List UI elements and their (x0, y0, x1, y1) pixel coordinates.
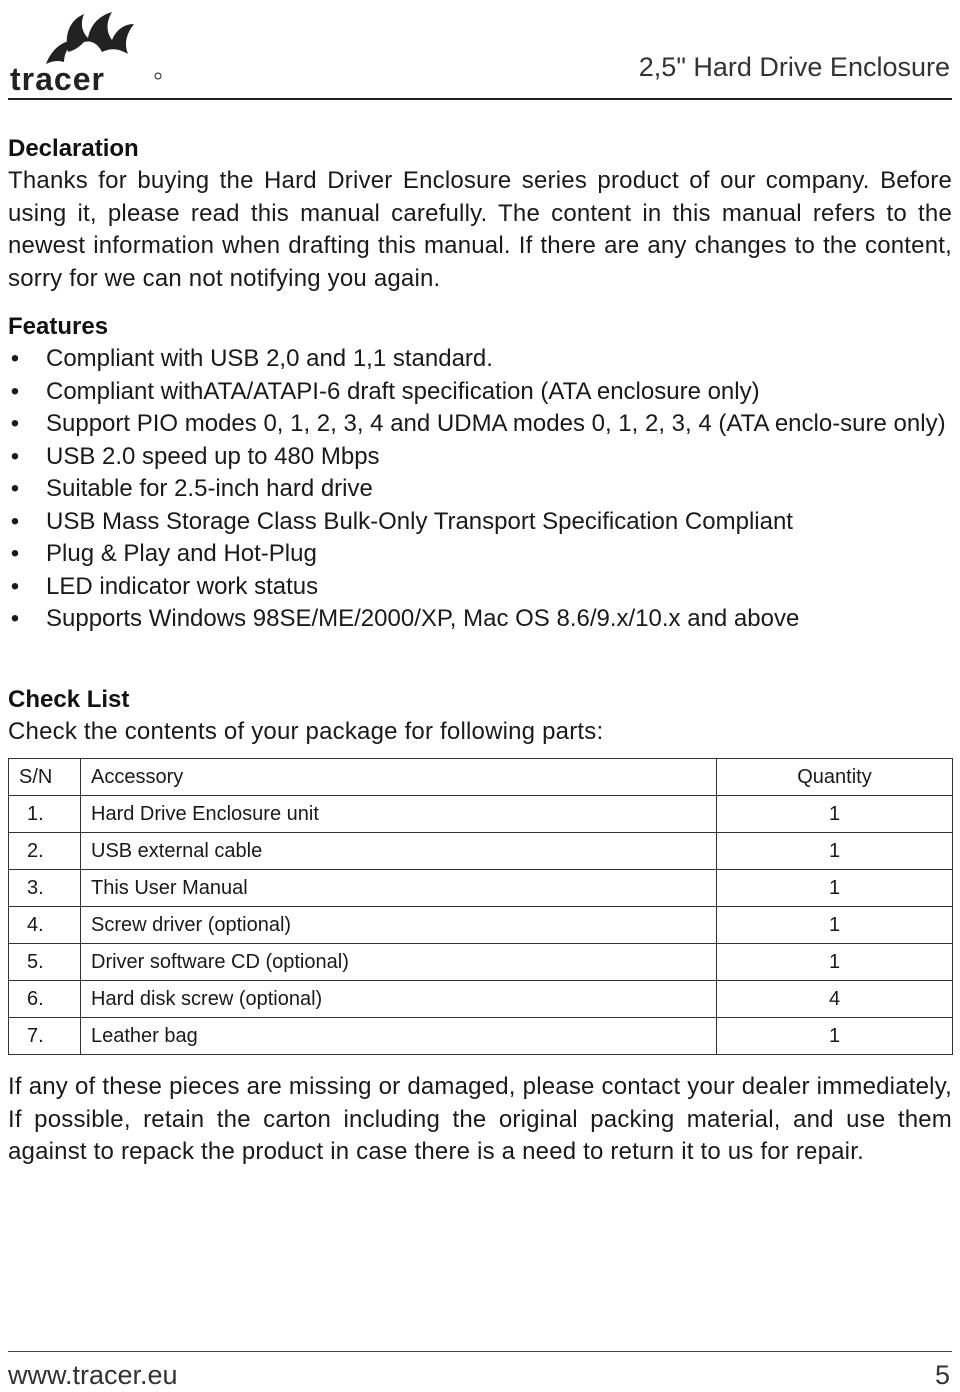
table-header-row (9, 759, 953, 796)
feature-item: • USB 2.0 speed up to 480 Mbps (8, 441, 952, 474)
table-row: 2. USB external cable 1 (9, 833, 953, 870)
footer-divider (8, 1351, 952, 1352)
document-title: 2,5" Hard Drive Enclosure (638, 52, 950, 82)
bullet-icon: • (10, 345, 20, 372)
features-list (8, 343, 952, 636)
feature-item: • USB Mass Storage Class Bulk-Only Transport Specification Compliant (8, 506, 952, 539)
table-row: 4. Screw driver (optional) 1 (9, 907, 953, 944)
table-row: 5. Driver software CD (optional) 1 (9, 944, 953, 981)
page-number: 5 (934, 1360, 950, 1390)
missing-parts-note: If any of these pieces are missing or damaged, please contact your dealer immediately, If possible, retain the carton including the original packing material, and use them against to repack the product in case there is a need to return it to us for repair. (8, 1073, 952, 1165)
checklist-intro: Check the contents of your package for following parts: (8, 717, 604, 745)
feature-item: • Supports Windows 98SE/ME/2000/XP, Mac OS 8.6/9.x/10.x and above (8, 603, 952, 636)
feature-item: • Compliant withATA/ATAPI-6 draft specification (ATA enclosure only) (8, 376, 952, 409)
bullet-icon: • (10, 605, 20, 632)
column-header-quantity: Quantity (717, 759, 953, 796)
bullet-icon: • (10, 507, 20, 535)
bullet-icon: • (10, 410, 20, 437)
table-row: 6. Hard disk screw (optional) 4 (9, 981, 953, 1018)
tracer-logo-mark (6, 4, 166, 96)
column-header-sn: S/N (9, 759, 81, 796)
declaration-text: Thanks for buying the Hard Driver Enclosure series product of our company. Before using it, please read this manual carefully. The content in this manual refers to the newest information when drafting this manual. If there are any changes to the content, sorry for we can not notifying you again. (8, 167, 952, 292)
table-row: 3. This User Manual 1 (9, 870, 953, 907)
table-row: 1. Hard Drive Enclosure unit 1 (9, 796, 953, 833)
svg-text:tracer: tracer (10, 61, 105, 96)
bullet-icon: • (10, 572, 20, 600)
bullet-icon: • (10, 442, 20, 470)
declaration-heading: Declaration (8, 135, 139, 162)
features-heading: Features (8, 313, 109, 340)
feature-item: • LED indicator work status (8, 571, 952, 604)
bullet-icon: • (10, 475, 20, 502)
bullet-icon: • (10, 540, 20, 567)
page-content (8, 133, 952, 1169)
bullet-icon: • (10, 377, 20, 405)
feature-item: • Suitable for 2.5-inch hard drive (8, 473, 952, 506)
header-divider (8, 98, 952, 100)
parts-table (8, 758, 953, 1055)
table-row: 7. Leather bag 1 (9, 1018, 953, 1055)
footer-website: www.tracer.eu (8, 1360, 178, 1390)
feature-item: • Support PIO modes 0, 1, 2, 3, 4 and UDMA modes 0, 1, 2, 3, 4 (ATA enclo-sure only) (8, 408, 952, 441)
column-header-accessory: Accessory (81, 759, 717, 796)
checklist-heading: Check List (8, 685, 130, 713)
feature-item: • Plug & Play and Hot-Plug (8, 538, 952, 571)
feature-item: • Compliant with USB 2,0 and 1,1 standard. (8, 343, 952, 376)
tracer-logo (6, 4, 166, 96)
